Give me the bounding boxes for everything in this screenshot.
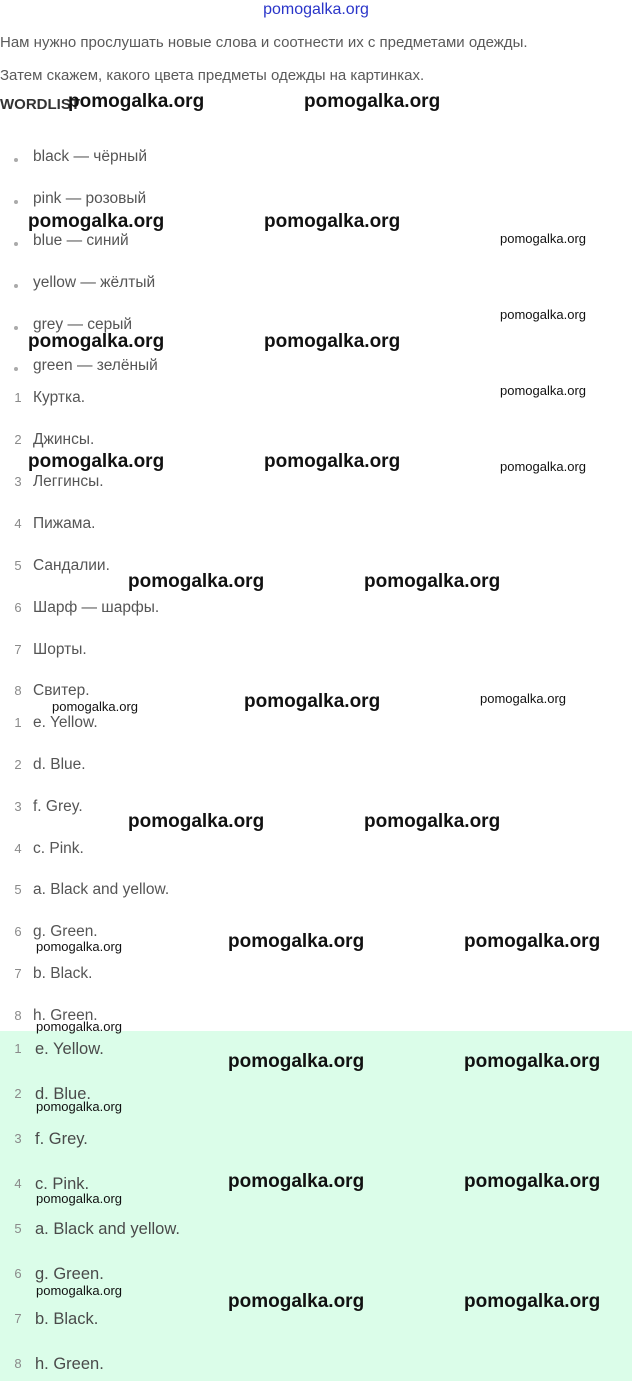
bullet-icon [14, 284, 18, 288]
clothes-item: 7 Шорты. [14, 641, 87, 658]
watermark-small: pomogalka.org [500, 383, 586, 398]
answer-item: 2 d. Blue. [14, 756, 86, 773]
clothes-item: 4 Пижама. [14, 515, 96, 532]
watermark: pomogalka.org [68, 91, 205, 112]
clothes-item: 2 Джинсы. [14, 431, 95, 448]
watermark: pomogalka.org [228, 931, 365, 952]
final-answer-item: 4 c. Pink. [14, 1175, 90, 1193]
answer-item: 4 c. Pink. [14, 840, 84, 857]
final-answer-item: 3 f. Grey. [14, 1130, 88, 1148]
intro-line-2: Затем скажем, какого цвета предметы одежды на картинках. [0, 67, 425, 84]
watermark: pomogalka.org [364, 571, 501, 592]
final-answer-item: 7 b. Black. [14, 1310, 99, 1328]
watermark: pomogalka.org [464, 931, 601, 952]
bullet-icon [14, 242, 18, 246]
watermark: pomogalka.org [128, 811, 265, 832]
clothes-item: 3 Леггинсы. [14, 473, 104, 490]
watermark: pomogalka.org [228, 1051, 365, 1072]
watermark-small: pomogalka.org [36, 1019, 122, 1034]
watermark-small: pomogalka.org [36, 1283, 122, 1298]
watermark: pomogalka.org [28, 211, 165, 232]
clothes-item: 6 Шарф — шарфы. [14, 599, 160, 616]
watermark: pomogalka.org [464, 1051, 601, 1072]
answer-item: 8 h. Green. [14, 1007, 98, 1024]
intro-line-1: Нам нужно прослушать новые слова и соотнести их с предметами одежды. [0, 34, 528, 51]
final-answer-item: 6 g. Green. [14, 1265, 104, 1283]
clothes-item: 8 Свитер. [14, 682, 90, 699]
wordlist-item: yellow — жёлтый [0, 274, 632, 304]
answer-item: 7 b. Black. [14, 965, 93, 982]
clothes-item: 1 Куртка. [14, 389, 86, 406]
answer-item: 5 a. Black and yellow. [14, 881, 170, 898]
answer-item: 1 e. Yellow. [14, 714, 98, 731]
watermark: pomogalka.org [264, 451, 401, 472]
clothes-item: 5 Сандалии. [14, 557, 110, 574]
watermark: pomogalka.org [228, 1171, 365, 1192]
watermark: pomogalka.org [464, 1291, 601, 1312]
watermark: pomogalka.org [228, 1291, 365, 1312]
bullet-icon [14, 200, 18, 204]
wordlist-item: grey — серый [0, 316, 632, 346]
wordlist-item: black — чёрный [0, 148, 632, 178]
watermark-small: pomogalka.org [36, 1191, 122, 1206]
final-answer-item: 8 h. Green. [14, 1355, 104, 1373]
bullet-icon [14, 367, 18, 371]
watermark-small: pomogalka.org [52, 699, 138, 714]
final-answer-item: 2 d. Blue. [14, 1085, 91, 1103]
watermark: pomogalka.org [128, 571, 265, 592]
wordlist-item: blue — синий [0, 232, 632, 262]
wordlist-item: green — зелёный [0, 357, 632, 387]
watermark-small: pomogalka.org [500, 459, 586, 474]
watermark: pomogalka.org [264, 211, 401, 232]
watermark: pomogalka.org [244, 691, 381, 712]
bullet-icon [14, 326, 18, 330]
watermark-small: pomogalka.org [480, 691, 566, 706]
final-answer-item: 1 e. Yellow. [14, 1040, 104, 1058]
watermark: pomogalka.org [464, 1171, 601, 1192]
final-answer-item: 5 a. Black and yellow. [14, 1220, 180, 1238]
bullet-icon [14, 158, 18, 162]
watermark-small: pomogalka.org [36, 939, 122, 954]
wordlist-item: pink — розовый [0, 190, 632, 220]
watermark-small: pomogalka.org [500, 231, 586, 246]
watermark-small: pomogalka.org [500, 307, 586, 322]
watermark: pomogalka.org [364, 811, 501, 832]
answer-item: 3 f. Grey. [14, 798, 83, 815]
site-link[interactable]: pomogalka.org [263, 1, 369, 18]
watermark: pomogalka.org [28, 331, 165, 352]
watermark: pomogalka.org [264, 331, 401, 352]
watermark-small: pomogalka.org [36, 1099, 122, 1114]
watermark: pomogalka.org [304, 91, 441, 112]
answer-item: 6 g. Green. [14, 923, 98, 940]
watermark: pomogalka.org [28, 451, 165, 472]
wordlist-title: WORDLIST [0, 96, 80, 113]
